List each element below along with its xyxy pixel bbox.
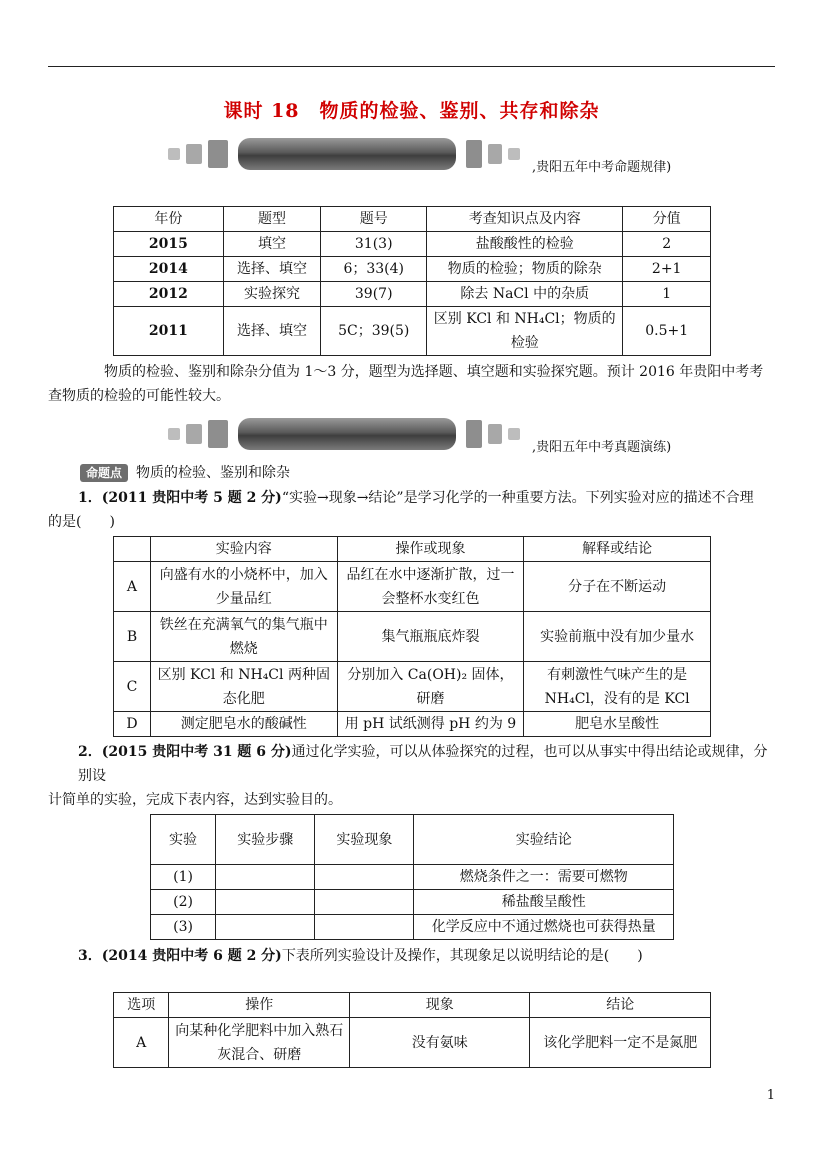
cell: 2011 [114, 307, 224, 356]
col-content: 实验内容 [150, 537, 337, 562]
question-1-head: 1．(2011 贵阳中考 5 题 2 分) [78, 490, 282, 506]
summary-paragraph [48, 360, 775, 408]
table-row [114, 612, 711, 662]
topic-tag: 命题点 [80, 464, 128, 482]
cell: 区别 KCl 和 NH₄Cl 两种固态化肥 [150, 662, 337, 712]
question-1-text-2: 的是( ) [48, 514, 115, 530]
cell: 除去 NaCl 中的杂质 [427, 282, 623, 307]
banner-caption-exercises: ,贵阳五年中考真题演练) [532, 440, 672, 455]
question-3-text: 下表所列实验设计及操作，其现象足以说明结论的是( ) [281, 948, 643, 964]
col-conclusion: 结论 [530, 993, 711, 1018]
cell: 物质的检验；物质的除杂 [427, 257, 623, 282]
col-experiment: 实验 [151, 815, 216, 865]
cell: 分别加入 Ca(OH)₂ 固体，研磨 [337, 662, 524, 712]
col-label [114, 537, 151, 562]
rules-table [113, 206, 711, 356]
col-phenomenon: 实验现象 [315, 815, 414, 865]
topic-text: 物质的检验、鉴别和除杂 [136, 465, 291, 481]
table-row [114, 282, 711, 307]
table-row [114, 307, 711, 356]
question-2-text-2: 计简单的实验，完成下表内容，达到实验目的。 [48, 792, 342, 808]
section-banner-rules [168, 138, 528, 170]
cell: 0.5+1 [623, 307, 711, 356]
cell: 1 [623, 282, 711, 307]
cell: 39(7) [321, 282, 427, 307]
cell: (1) [151, 865, 216, 890]
answer-cell[interactable] [315, 915, 414, 940]
q2-table [150, 814, 674, 940]
col-steps: 实验步骤 [216, 815, 315, 865]
cell: 实验探究 [223, 282, 321, 307]
table-row [114, 562, 711, 612]
cell: 没有氨味 [349, 1018, 530, 1068]
banner-bar [238, 418, 456, 450]
summary-line: 查物质的检验的可能性较大。 [48, 388, 230, 404]
cell: 5C；39(5) [321, 307, 427, 356]
col-operation: 操作或现象 [337, 537, 524, 562]
table-row [114, 712, 711, 737]
q3-table [113, 992, 711, 1068]
cell: 向某种化学肥料中加入熟石灰混合、研磨 [169, 1018, 350, 1068]
cell: 2014 [114, 257, 224, 282]
banner-caption-rules: ,贵阳五年中考命题规律) [532, 160, 672, 175]
cell: 有刺激性气味产生的是 NH₄Cl，没有的是 KCl [524, 662, 711, 712]
cell: 铁丝在充满氧气的集气瓶中燃烧 [150, 612, 337, 662]
cell: 燃烧条件之一：需要可燃物 [414, 865, 674, 890]
cell: 2+1 [623, 257, 711, 282]
col-number: 题号 [321, 207, 427, 232]
cell: 选择、填空 [223, 257, 321, 282]
cell: 31(3) [321, 232, 427, 257]
top-rule [48, 66, 775, 67]
col-type: 题型 [223, 207, 321, 232]
topic-line [80, 462, 290, 484]
col-conclusion: 解释或结论 [524, 537, 711, 562]
banner-bar [238, 138, 456, 170]
answer-cell[interactable] [216, 915, 315, 940]
cell: 向盛有水的小烧杯中，加入少量品红 [150, 562, 337, 612]
question-3-head: 3．(2014 贵阳中考 6 题 2 分) [78, 948, 282, 964]
cell: 品红在水中逐渐扩散，过一会整杯水变红色 [337, 562, 524, 612]
option-label: A [114, 562, 151, 612]
cell: (2) [151, 890, 216, 915]
summary-line: 物质的检验、鉴别和除杂分值为 1～3 分，题型为选择题、填空题和实验探究题。预计 2016 年贵阳中考考 [104, 364, 764, 380]
cell: 肥皂水呈酸性 [524, 712, 711, 737]
col-score: 分值 [623, 207, 711, 232]
option-label: D [114, 712, 151, 737]
table-row [114, 662, 711, 712]
cell: 测定肥皂水的酸碱性 [150, 712, 337, 737]
cell: 2 [623, 232, 711, 257]
question-2-head: 2．(2015 贵阳中考 31 题 6 分) [78, 744, 292, 760]
table-row [151, 915, 674, 940]
table-header-row [151, 815, 674, 865]
question-3 [48, 944, 775, 968]
option-label: B [114, 612, 151, 662]
col-operation: 操作 [169, 993, 350, 1018]
cell: 盐酸酸性的检验 [427, 232, 623, 257]
table-header-row [114, 207, 711, 232]
table-row [114, 257, 711, 282]
question-1 [48, 486, 775, 534]
col-option: 选项 [114, 993, 169, 1018]
cell: 集气瓶瓶底炸裂 [337, 612, 524, 662]
col-phenomenon: 现象 [349, 993, 530, 1018]
option-label: C [114, 662, 151, 712]
table-header-row [114, 537, 711, 562]
table-row [151, 890, 674, 915]
q1-table [113, 536, 711, 737]
table-row [151, 865, 674, 890]
cell: 该化学肥料一定不是氮肥 [530, 1018, 711, 1068]
cell: 分子在不断运动 [524, 562, 711, 612]
cell: 2015 [114, 232, 224, 257]
answer-cell[interactable] [315, 865, 414, 890]
option-label: A [114, 1018, 169, 1068]
col-content: 考查知识点及内容 [427, 207, 623, 232]
page-number: 1 [766, 1088, 775, 1103]
answer-cell[interactable] [216, 890, 315, 915]
table-row [114, 232, 711, 257]
cell: 选择、填空 [223, 307, 321, 356]
cell: 用 pH 试纸测得 pH 约为 9 [337, 712, 524, 737]
table-header-row [114, 993, 711, 1018]
cell: 6；33(4) [321, 257, 427, 282]
question-1-text: “实验→现象→结论”是学习化学的一种重要方法。下列实验对应的描述不合理 [281, 490, 754, 506]
col-conclusion: 实验结论 [414, 815, 674, 865]
answer-cell[interactable] [315, 890, 414, 915]
answer-cell[interactable] [216, 865, 315, 890]
table-row [114, 1018, 711, 1068]
cell: (3) [151, 915, 216, 940]
page-title: 课时 18 物质的检验、鉴别、共存和除杂 [223, 100, 600, 122]
question-2 [48, 740, 775, 812]
section-banner-exercises [168, 418, 528, 450]
cell: 实验前瓶中没有加少量水 [524, 612, 711, 662]
cell: 化学反应中不通过燃烧也可获得热量 [414, 915, 674, 940]
cell: 稀盐酸呈酸性 [414, 890, 674, 915]
cell: 填空 [223, 232, 321, 257]
col-year: 年份 [114, 207, 224, 232]
question-2-text: 通过化学实验，可以从体验探究的过程，也可以从事实中得出结论或规律，分别设 [78, 744, 768, 784]
cell: 2012 [114, 282, 224, 307]
cell: 区别 KCl 和 NH₄Cl；物质的检验 [427, 307, 623, 356]
